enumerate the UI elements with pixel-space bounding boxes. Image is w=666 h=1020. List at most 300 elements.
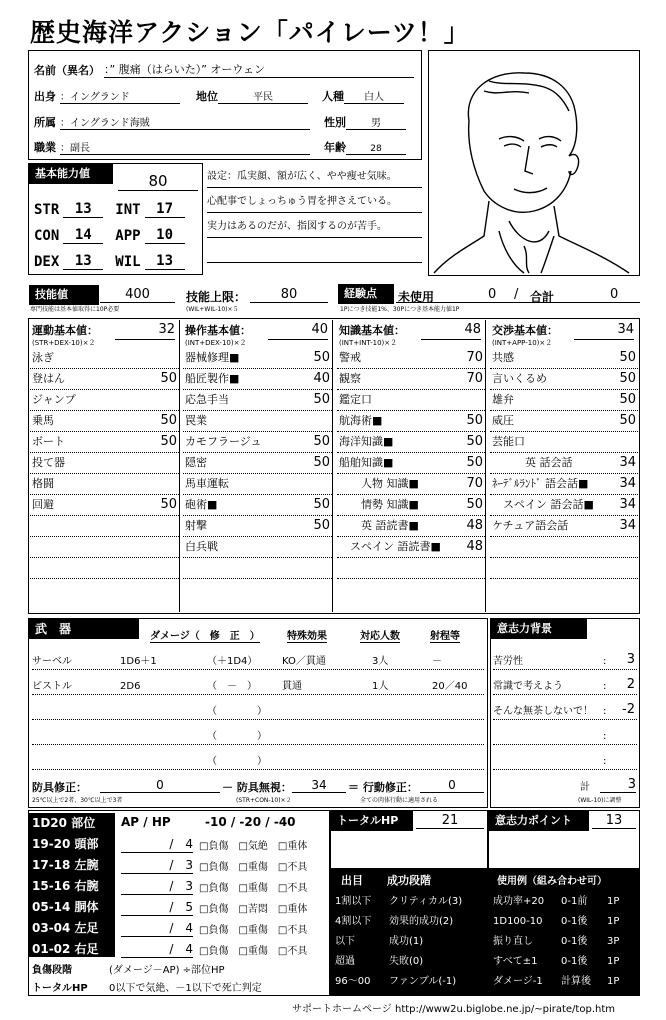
- will-value: 2: [626, 677, 635, 692]
- roll-row: [335, 912, 485, 927]
- exp-note: 1Pにつき技能1%、30Pにつき基本能力値1P: [340, 306, 460, 313]
- body-part-ap[interactable]: / 4: [121, 940, 193, 958]
- willpts-timing: 0-1後: [561, 956, 588, 967]
- weapon-eff: KO／貫通: [282, 656, 326, 667]
- skill-row[interactable]: [337, 495, 485, 516]
- limit-value[interactable]: 80: [250, 287, 328, 303]
- skill-row[interactable]: [30, 474, 179, 495]
- portrait-image: [429, 51, 638, 274]
- skill-row[interactable]: [337, 369, 485, 390]
- exp-label: 経験点: [338, 284, 394, 304]
- skill-name: 観察: [339, 372, 361, 385]
- skill-base-value[interactable]: 48: [421, 322, 481, 340]
- skill-row[interactable]: [490, 495, 638, 516]
- willpts-cost: 1P: [607, 976, 620, 987]
- skill-row[interactable]: [183, 390, 332, 411]
- skill-name: 回避: [32, 498, 54, 511]
- will-row[interactable]: [493, 696, 637, 720]
- skill-value: 50: [466, 497, 483, 512]
- weapons-header-damage: ダメージ（ 修 正 ）: [150, 631, 260, 642]
- body-part-label: 15-16 右腕: [32, 879, 99, 893]
- body-note-label: 負傷段階: [32, 965, 72, 976]
- will-row-line: [493, 694, 637, 695]
- skill-row[interactable]: [337, 432, 485, 453]
- skill-row[interactable]: [490, 432, 638, 453]
- skill-base-value[interactable]: 32: [115, 322, 175, 340]
- skill-value: 40: [313, 371, 330, 386]
- skill-row[interactable]: [30, 411, 179, 432]
- roll-row: [335, 932, 485, 947]
- will-sum-label: 計: [580, 782, 590, 793]
- skill-row[interactable]: [30, 495, 179, 516]
- skill-row[interactable]: [337, 516, 485, 537]
- skill-row[interactable]: [183, 537, 332, 558]
- skill-value: 34: [619, 476, 636, 491]
- weapon-mod: （＋1D4）: [207, 656, 258, 667]
- name-field[interactable]: ：” 腹痛（はらいた）” オーウェン: [104, 61, 414, 78]
- body-part-checks[interactable]: □負傷 □重傷 □不具: [199, 862, 308, 873]
- will-sum-note: (WIL-10)に調整: [578, 797, 622, 804]
- roll-die: 超過: [335, 956, 355, 967]
- sex-field[interactable]: 男: [346, 114, 406, 130]
- willpts-cost: 1P: [607, 896, 620, 907]
- dex-label: DEX: [34, 254, 60, 270]
- body-part-checks[interactable]: □負傷 □重傷 □不具: [199, 946, 308, 957]
- skill-base-label: 操作基本値：: [185, 324, 251, 337]
- skill-value: 50: [619, 350, 636, 365]
- basic-ability-label: 基本能力値: [29, 164, 113, 184]
- race-field[interactable]: 白人: [344, 88, 404, 104]
- weapon-mod: （ ）: [207, 731, 267, 742]
- body-part-checks[interactable]: □負傷 □苦悶 □重体: [199, 904, 308, 915]
- skill-name: ボート: [32, 435, 65, 448]
- wil-value[interactable]: 13: [145, 253, 185, 270]
- weapon-row-line: [32, 694, 484, 695]
- will-row-line: [493, 744, 637, 745]
- body-part-checks[interactable]: □負傷 □重傷 □不具: [199, 925, 308, 936]
- skill-name: ジャンプ: [32, 393, 76, 406]
- body-part-ap[interactable]: / 3: [121, 856, 193, 874]
- skill-row[interactable]: [183, 558, 332, 579]
- weapons-label: 武 器: [29, 619, 139, 639]
- skill-value: 48: [466, 518, 483, 533]
- roll-result: 失敗(0): [389, 956, 424, 967]
- ign-label: － 防具無視：: [222, 781, 292, 794]
- skill-name: 鑑定口: [339, 393, 372, 406]
- sex-label: 性別: [324, 116, 346, 129]
- dex-value[interactable]: 13: [63, 253, 103, 270]
- skillpts-label: 技能値: [29, 285, 99, 305]
- weapon-row[interactable]: [32, 696, 484, 720]
- skill-name: 馬車運転: [185, 477, 229, 490]
- willpts-row: [493, 972, 637, 987]
- skill-name: 応急手当: [185, 393, 229, 406]
- skill-row[interactable]: [30, 453, 179, 474]
- skill-value: 70: [466, 476, 483, 491]
- roll-row: [335, 952, 485, 967]
- act-note: 全ての肉体行動に適用される: [360, 797, 439, 804]
- skill-row[interactable]: [337, 474, 485, 495]
- skill-value: 50: [160, 413, 177, 428]
- skill-value: 50: [619, 413, 636, 428]
- will-reason: 苦労性: [493, 656, 523, 667]
- job-field[interactable]: ：副長: [60, 139, 310, 155]
- will-row[interactable]: [493, 721, 637, 745]
- will-row[interactable]: [493, 646, 637, 670]
- skill-name: 警戒: [339, 351, 361, 364]
- roll-table: [331, 868, 487, 995]
- skill-formula: (INT+APP-10)×２: [492, 339, 553, 347]
- str-value[interactable]: 13: [63, 201, 103, 218]
- app-value[interactable]: 10: [145, 227, 185, 244]
- skill-formula: (INT+DEX-10)×２: [185, 339, 247, 347]
- weapon-row-line: [32, 669, 484, 670]
- skill-name: スペイン 語会話■: [492, 498, 594, 511]
- skill-row[interactable]: [30, 432, 179, 453]
- skill-name: 航海術■: [339, 414, 383, 427]
- weapon-row[interactable]: [32, 646, 484, 670]
- footer-link[interactable]: サポートホームページ http://www2u.biglobe.ne.jp/~pirate/top.htm: [292, 1004, 615, 1015]
- body-part-row[interactable]: [29, 917, 329, 938]
- total-value[interactable]: 0: [610, 287, 619, 302]
- skill-row[interactable]: [30, 348, 179, 369]
- roll-row: [335, 972, 485, 987]
- skill-base-label: 知識基本値：: [339, 324, 405, 337]
- skill-value: 34: [619, 497, 636, 512]
- skill-row[interactable]: [337, 390, 485, 411]
- will-colon: :: [603, 681, 607, 692]
- skill-value: 50: [619, 371, 636, 386]
- weapon-rng: 20／40: [432, 681, 468, 692]
- skill-row[interactable]: [337, 411, 485, 432]
- skill-row[interactable]: [30, 390, 179, 411]
- weapon-tgt: 1人: [372, 681, 389, 692]
- skillpts-value[interactable]: 400: [100, 287, 175, 303]
- act-value[interactable]: 0: [420, 778, 484, 793]
- weapon-row[interactable]: [32, 671, 484, 695]
- skill-value: 50: [466, 455, 483, 470]
- skill-row[interactable]: [337, 537, 485, 558]
- totalhp-label: トータルHP: [331, 811, 413, 831]
- skill-base-label: 交渉基本値：: [492, 324, 558, 337]
- age-label: 年齢: [324, 141, 346, 154]
- skill-base-label: 運動基本値：: [32, 324, 98, 337]
- skill-name: 英 話会話: [492, 456, 573, 469]
- body-part-row[interactable]: [29, 875, 329, 896]
- skill-name: 海洋知識■: [339, 435, 394, 448]
- skill-name: 威圧: [492, 414, 514, 427]
- name-label: 名前（異名）: [34, 64, 100, 77]
- will-value: 3: [626, 652, 635, 667]
- skill-row[interactable]: [490, 411, 638, 432]
- willpts-cost: 3P: [607, 936, 620, 947]
- willpts-use: 成功率+20: [493, 896, 545, 907]
- skill-name: 砲術■: [185, 498, 218, 511]
- weapon-dmg: 1D6＋1: [120, 656, 157, 667]
- skill-name: 船舶知識■: [339, 456, 394, 469]
- exp-slash: /: [514, 287, 519, 302]
- skill-name: ﾈｰﾃﾞﾙﾗﾝﾄﾞ 語会話■: [492, 477, 589, 490]
- roll-header-die: 出目: [341, 874, 363, 887]
- will-colon: :: [603, 656, 607, 667]
- total-label: 合計: [530, 290, 555, 304]
- skill-row[interactable]: [490, 516, 638, 537]
- will-row-line: [493, 669, 637, 670]
- body-part-label: 19-20 頭部: [32, 837, 99, 851]
- body-part-row[interactable]: [29, 896, 329, 917]
- weapon-mod: （ － ）: [207, 681, 257, 692]
- con-label: CON: [34, 228, 60, 244]
- skill-row[interactable]: [183, 495, 332, 516]
- skill-name: 泳ぎ: [32, 351, 54, 364]
- rank-field[interactable]: 平民: [218, 88, 308, 104]
- skill-name: 投て器: [32, 456, 65, 469]
- body-header-h1: 1D20 部位: [29, 813, 115, 832]
- weapon-name: サーベル: [32, 656, 72, 667]
- willpts-value[interactable]: 13: [592, 813, 636, 829]
- skill-value: 50: [313, 455, 330, 470]
- def-value[interactable]: 0: [100, 778, 220, 793]
- skill-name: 射撃: [185, 519, 207, 532]
- will-row-line: [493, 769, 637, 770]
- weapon-eff: 貫通: [282, 681, 302, 692]
- willpts-header: 使用例（組み合わせ可）: [497, 876, 607, 887]
- job-label: 職業: [34, 141, 56, 154]
- skill-name: 雄弁: [492, 393, 514, 406]
- rank-label: 地位: [196, 90, 218, 103]
- willpts-cost: 1P: [607, 956, 620, 967]
- skill-name: ケチュア語会話: [492, 519, 569, 532]
- skill-name: 器械修理■: [185, 351, 240, 364]
- skill-value: 50: [313, 518, 330, 533]
- weapon-rng: －: [432, 656, 442, 667]
- int-label: INT: [115, 202, 141, 218]
- name-row: [34, 60, 414, 78]
- will-colon: :: [603, 731, 607, 742]
- willpts-row: [493, 892, 637, 907]
- roll-row: [335, 892, 485, 907]
- roll-die: 以下: [335, 936, 355, 947]
- skill-name: 芸能口: [492, 435, 525, 448]
- weapon-row-line: [32, 744, 484, 745]
- roll-result: 成功(1): [389, 936, 424, 947]
- skill-formula: (INT+INT-10)×２: [339, 339, 398, 347]
- skill-value: 50: [619, 392, 636, 407]
- setting-line-4[interactable]: [207, 243, 422, 263]
- skill-row[interactable]: [30, 537, 179, 558]
- skill-value: 50: [466, 413, 483, 428]
- body-header-h3: -10 / -20 / -40: [205, 815, 296, 829]
- weapon-tgt: 3人: [372, 656, 389, 667]
- body-note-label: トータルHP: [32, 983, 88, 994]
- skill-name: 白兵戦: [185, 540, 218, 553]
- weapons-header-effect: 特殊効果: [287, 627, 327, 643]
- body-part-ap[interactable]: / 5: [121, 898, 193, 916]
- willpts-timing: 計算後: [561, 976, 591, 987]
- will-row[interactable]: [493, 671, 637, 695]
- con-value[interactable]: 14: [63, 227, 103, 244]
- skill-value: 70: [466, 350, 483, 365]
- skill-base-value[interactable]: 34: [574, 322, 634, 340]
- willpts-use: 振り直し: [493, 936, 533, 947]
- str-label: STR: [34, 202, 60, 218]
- skill-row[interactable]: [30, 558, 179, 579]
- roll-result: ファンブル(-1): [389, 976, 457, 987]
- skill-value: 50: [313, 497, 330, 512]
- will-row-line: [493, 719, 637, 720]
- skill-name: 英 語読書■: [339, 519, 419, 532]
- skill-row[interactable]: [183, 348, 332, 369]
- willpts-timing: 0-1後: [561, 916, 588, 927]
- skill-name: 隠密: [185, 456, 207, 469]
- page-title: 歴史海洋アクション「パイレーツ！」: [30, 18, 470, 47]
- body-part-row[interactable]: [29, 854, 329, 875]
- skill-name: スペイン 語読書■: [339, 540, 441, 553]
- skill-row[interactable]: [183, 369, 332, 390]
- skill-name: 人物 知識■: [339, 477, 419, 490]
- skill-row[interactable]: [490, 348, 638, 369]
- skill-formula: (STR+DEX-10)×２: [32, 339, 96, 347]
- weapon-mod: （ ）: [207, 706, 267, 717]
- totalhp-value[interactable]: 21: [416, 813, 484, 829]
- skill-name: 罠業: [185, 414, 207, 427]
- willpts-label: 意志力ポイント: [489, 811, 589, 831]
- willpts-use: ダメージ-1: [493, 976, 543, 987]
- app-label: APP: [115, 228, 141, 244]
- setting-line-2[interactable]: 心配事でしょっちゅう胃を押さえている。: [207, 193, 422, 213]
- skill-value: 50: [313, 434, 330, 449]
- skill-value: 48: [466, 539, 483, 554]
- willpts-timing: 0-1後: [561, 936, 588, 947]
- skill-name: 言いくるめ: [492, 372, 547, 385]
- wil-label: WIL: [115, 254, 141, 270]
- weapon-row[interactable]: [32, 721, 484, 745]
- skill-column: [30, 320, 180, 612]
- skill-column: [183, 320, 333, 612]
- roll-die: 4割以下: [335, 916, 372, 927]
- willpts-timing: 0-1前: [561, 896, 588, 907]
- skill-base-value[interactable]: 40: [268, 322, 328, 340]
- skill-row[interactable]: [30, 369, 179, 390]
- skill-value: 70: [466, 371, 483, 386]
- age-field[interactable]: 28: [346, 144, 406, 155]
- setting-line-3[interactable]: 実力はあるのだが、指図するのが苦手。: [207, 218, 422, 238]
- roll-die: 96～00: [335, 976, 371, 987]
- body-note-text: (ダメージ－AP) ÷部位HP: [109, 965, 225, 976]
- roll-result: 効果的成功(2): [389, 916, 454, 927]
- limit-note: (WIL+WIL-10)×５: [186, 306, 239, 313]
- skill-row[interactable]: [30, 516, 179, 537]
- willpts-use: すべて±1: [493, 956, 538, 967]
- skill-row[interactable]: [490, 474, 638, 495]
- will-reason: そんな無茶しないで！: [493, 706, 593, 717]
- skill-row[interactable]: [337, 558, 485, 579]
- willpts-row: [493, 932, 637, 947]
- weapons-header-targets: 対応人数: [360, 627, 400, 643]
- unused-label: 未使用: [398, 290, 435, 304]
- int-value[interactable]: 17: [145, 201, 185, 218]
- skill-column: [490, 320, 638, 612]
- body-part-row[interactable]: [29, 833, 329, 854]
- origin-field[interactable]: ：イングランド: [60, 88, 180, 104]
- def-label: 防具修正：: [32, 781, 87, 794]
- affil-field[interactable]: ：イングランド海賊: [60, 114, 310, 130]
- skill-value: 50: [466, 434, 483, 449]
- portrait-frame: [428, 50, 640, 276]
- skill-value: 50: [160, 434, 177, 449]
- skill-row[interactable]: [490, 558, 638, 579]
- skill-name: 共感: [492, 351, 514, 364]
- skill-row[interactable]: [490, 369, 638, 390]
- skill-value: 34: [619, 518, 636, 533]
- body-part-ap[interactable]: / 4: [121, 919, 193, 937]
- body-part-row[interactable]: [29, 938, 329, 959]
- body-header-h2: AP / HP: [121, 815, 171, 829]
- skill-row[interactable]: [183, 432, 332, 453]
- skill-name: 船匠製作■: [185, 372, 240, 385]
- willpts-table: [489, 868, 639, 995]
- weapon-row-line: [32, 769, 484, 770]
- willpts-use: 1D100-10: [493, 916, 543, 927]
- skill-row[interactable]: [490, 537, 638, 558]
- skill-name: 格闘: [32, 477, 54, 490]
- skill-row[interactable]: [183, 411, 332, 432]
- will-reason: 常識で考えよう: [493, 681, 563, 692]
- skill-name: カモフラージュ: [185, 435, 262, 448]
- skill-value: 50: [160, 497, 177, 512]
- roll-result: クリティカル(3): [389, 896, 463, 907]
- body-note-text: 0以下で気絶、－1以下で死亡判定: [109, 983, 262, 994]
- willpts-row: [493, 912, 637, 927]
- skill-name: 登はん: [32, 372, 65, 385]
- will-sum-value[interactable]: 3: [600, 777, 636, 793]
- weapon-name: ピストル: [32, 681, 72, 692]
- roll-die: 1割以下: [335, 896, 372, 907]
- skill-row[interactable]: [490, 453, 638, 474]
- body-note-row: [29, 977, 329, 998]
- body-part-label: 05-14 胴体: [32, 900, 99, 914]
- body-part-checks[interactable]: □負傷 □気絶 □重体: [199, 841, 308, 852]
- weapon-row[interactable]: [32, 746, 484, 770]
- body-part-label: 01-02 右足: [32, 942, 99, 956]
- act-label: ＝ 行動修正：: [348, 781, 418, 794]
- weapons-header-range: 射程等: [430, 627, 460, 643]
- skill-name: 情勢 知識■: [339, 498, 419, 511]
- skill-row[interactable]: [490, 390, 638, 411]
- race-label: 人種: [322, 90, 344, 103]
- will-colon: :: [603, 706, 607, 717]
- body-part-ap[interactable]: / 3: [121, 877, 193, 895]
- unused-value[interactable]: 0: [488, 287, 497, 302]
- ign-value[interactable]: 34: [292, 778, 346, 793]
- body-part-checks[interactable]: □負傷 □重傷 □不具: [199, 883, 308, 894]
- basic-total[interactable]: 80: [118, 172, 198, 191]
- will-colon: :: [603, 756, 607, 767]
- skill-row[interactable]: [183, 516, 332, 537]
- skill-row[interactable]: [183, 453, 332, 474]
- affil-label: 所属: [34, 116, 56, 129]
- will-label: 意志力背景: [491, 619, 587, 639]
- body-part-ap[interactable]: / 4: [121, 835, 193, 853]
- skill-row[interactable]: [183, 474, 332, 495]
- skill-row[interactable]: [337, 453, 485, 474]
- skill-column: [337, 320, 486, 612]
- skill-value: 50: [313, 350, 330, 365]
- setting-line-1[interactable]: 設定：瓜実顔、額が広く、やや痩せ気味。: [207, 168, 422, 188]
- limit-label: 技能上限：: [186, 290, 247, 304]
- skill-row[interactable]: [337, 348, 485, 369]
- will-row[interactable]: [493, 746, 637, 770]
